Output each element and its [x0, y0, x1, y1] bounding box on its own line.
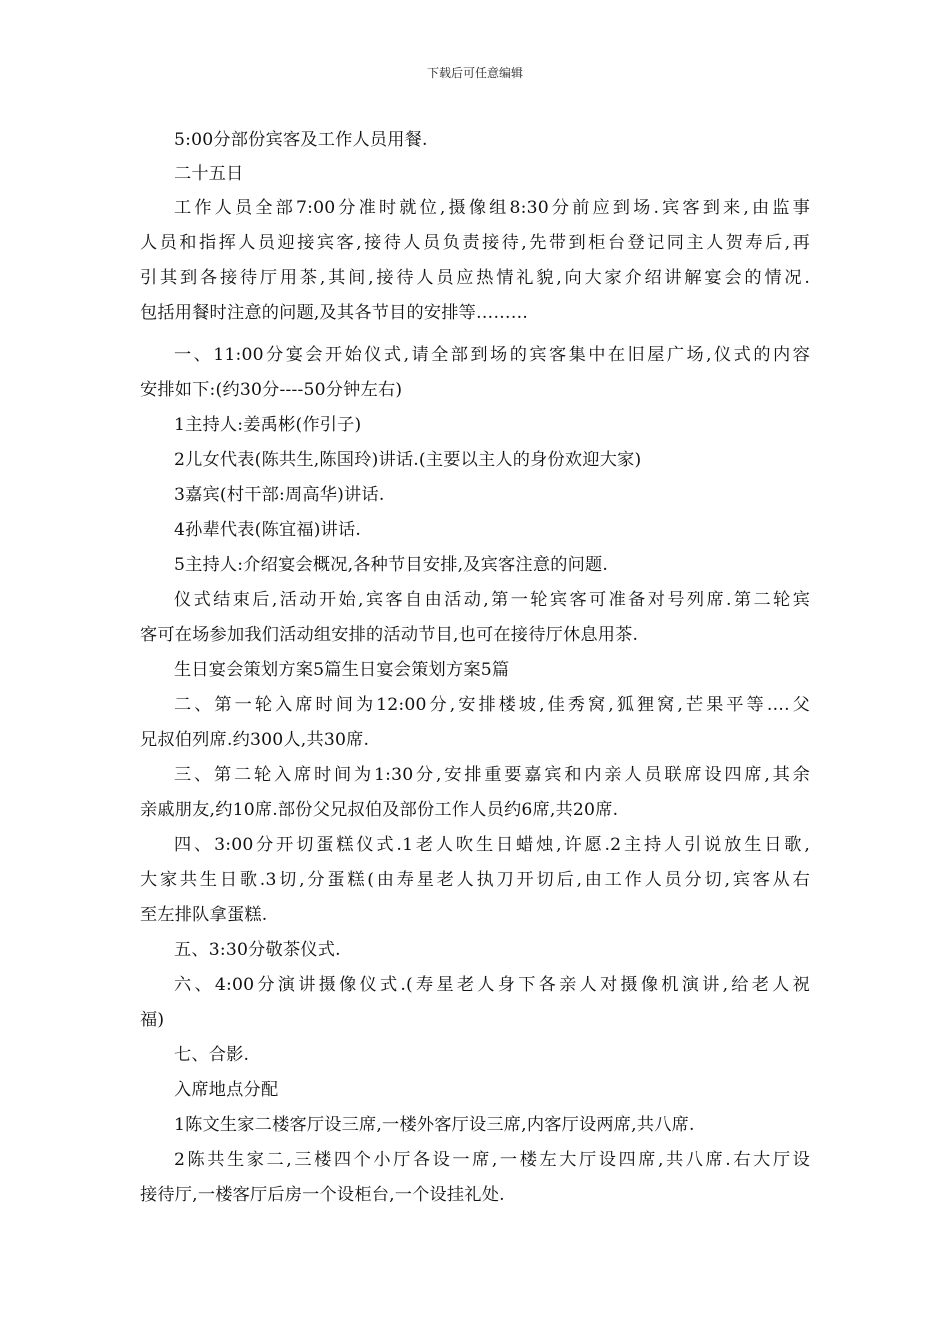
text-line: 包括用餐时注意的问题,及其各节目的安排等……… [140, 303, 529, 323]
text-line: 工作人员全部7:00分准时就位,摄像组8:30分前应到场.宾客到来,由监事 [174, 198, 810, 218]
text-line: 1主持人:姜禹彬(作引子) [174, 415, 362, 435]
text-line: 入席地点分配 [174, 1080, 279, 1100]
text-line: 二、第一轮入席时间为12:00分,安排楼坡,佳秀窝,狐狸窝,芒果平等….父 [174, 695, 810, 715]
text-line: 福) [140, 1010, 165, 1030]
text-line: 4孙辈代表(陈宜福)讲话. [174, 520, 362, 540]
text-line: 接待厅,一楼客厅后房一个设柜台,一个设挂礼处. [140, 1185, 505, 1205]
text-line: 五、3:30分敬茶仪式. [174, 940, 341, 960]
text-line: 1陈文生家二楼客厅设三席,一楼外客厅设三席,内客厅设两席,共八席. [174, 1115, 695, 1135]
text-line: 客可在场参加我们活动组安排的活动节目,也可在接待厅休息用茶. [140, 625, 639, 645]
text-line: 兄叔伯列席.约300人,共30席. [140, 730, 370, 750]
text-line: 安排如下:(约30分----50分钟左右) [140, 380, 403, 400]
text-line: 生日宴会策划方案5篇生日宴会策划方案5篇 [174, 660, 510, 680]
text-line: 5:00分部份宾客及工作人员用餐. [174, 130, 428, 150]
text-line: 人员和指挥人员迎接宾客,接待人员负责接待,先带到柜台登记同主人贺寿后,再 [140, 233, 810, 253]
text-line: 3嘉宾(村干部:周高华)讲话. [174, 485, 385, 505]
text-line: 亲戚朋友,约10席.部份父兄叔伯及部份工作人员约6席,共20席. [140, 800, 619, 820]
text-line: 四、3:00分开切蛋糕仪式.1老人吹生日蜡烛,许愿.2主持人引说放生日歌, [174, 835, 810, 855]
text-line: 二十五日 [174, 164, 244, 184]
text-line: 一、11:00分宴会开始仪式,请全部到场的宾客集中在旧屋广场,仪式的内容 [174, 345, 810, 365]
text-line: 六、4:00分演讲摄像仪式.(寿星老人身下各亲人对摄像机演讲,给老人祝 [174, 975, 810, 995]
page-header-note: 下载后可任意编辑 [426, 66, 523, 80]
text-line: 大家共生日歌.3切,分蛋糕(由寿星老人执刀开切后,由工作人员分切,宾客从右 [140, 870, 810, 890]
text-line: 至左排队拿蛋糕. [140, 905, 268, 925]
text-line: 仪式结束后,活动开始,宾客自由活动,第一轮宾客可准备对号列席.第二轮宾 [174, 590, 810, 610]
text-line: 5主持人:介绍宴会概况,各种节目安排,及宾客注意的问题. [174, 555, 609, 575]
text-line: 2陈共生家二,三楼四个小厅各设一席,一楼左大厅设四席,共八席.右大厅设 [174, 1150, 810, 1170]
text-line: 引其到各接待厅用茶,其间,接待人员应热情礼貌,向大家介绍讲解宴会的情况. [140, 268, 810, 288]
text-line: 三、第二轮入席时间为1:30分,安排重要嘉宾和内亲人员联席设四席,其余 [174, 765, 810, 785]
text-line: 七、合影. [174, 1045, 250, 1065]
text-line: 2儿女代表(陈共生,陈国玲)讲话.(主要以主人的身份欢迎大家) [174, 450, 642, 470]
